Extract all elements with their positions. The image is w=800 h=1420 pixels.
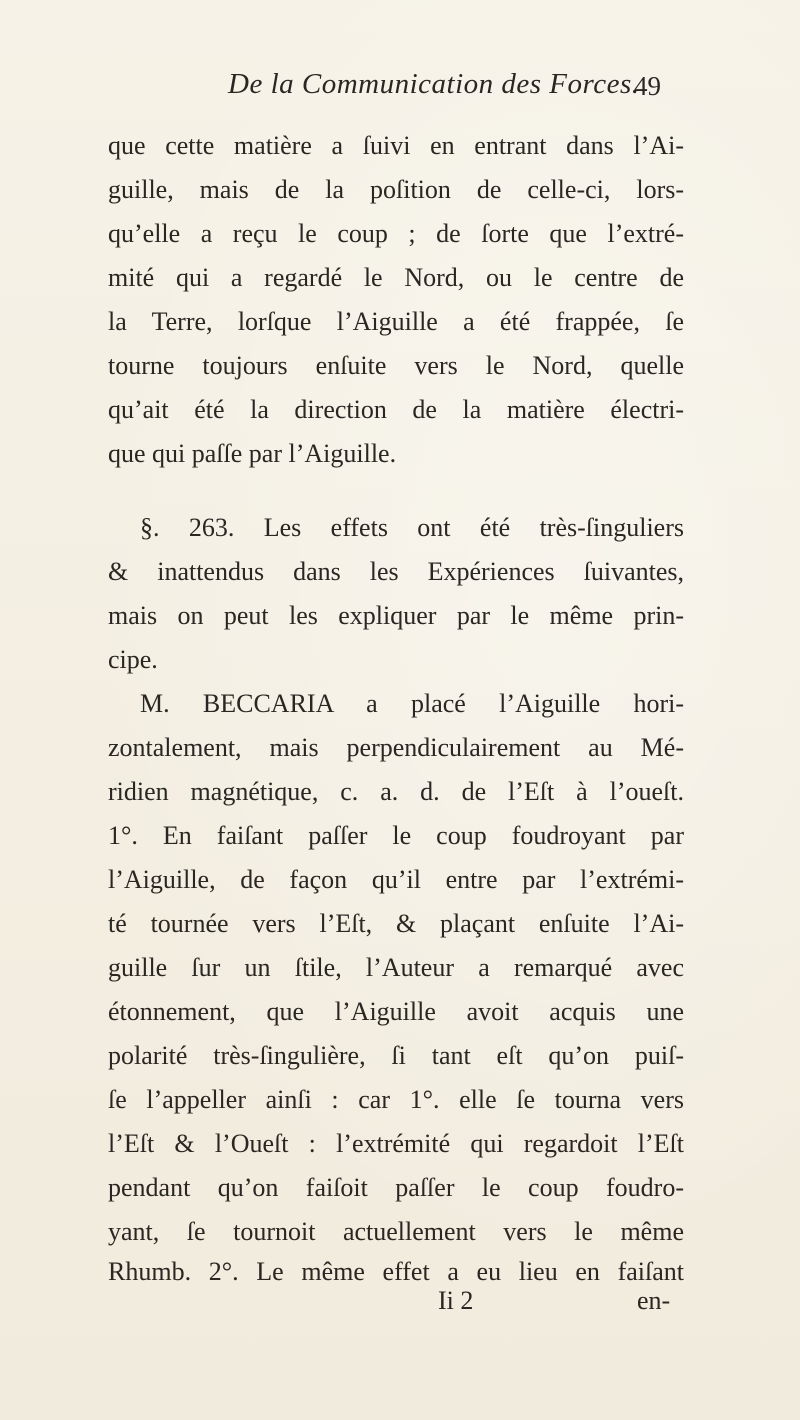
text-line: & inattendus dans les Expériences ſuivantes, — [108, 557, 684, 586]
catchword: en- — [637, 1286, 671, 1315]
signature-mark: Ii 2 — [438, 1286, 474, 1315]
text-line: guille, mais de la poſition de celle-ci, lors- — [108, 175, 684, 204]
text-line: qu’elle a reçu le coup ; de ſorte que l’extré- — [108, 219, 684, 248]
text-line: pendant qu’on faiſoit paſſer le coup foudro- — [108, 1173, 684, 1202]
paragraph-start-line: M. BECCARIA a placé l’Aiguille hori- — [140, 689, 684, 718]
text-line: ridien magnétique, c. a. d. de l’Eſt à l’oueſt. — [108, 777, 684, 806]
text-line: zontalement, mais perpendiculairement au Mé- — [108, 733, 684, 762]
running-title: De la Communication des Forces. — [228, 68, 640, 100]
text-line: té tournée vers l’Eſt, & plaçant enſuite l’Ai- — [108, 909, 684, 938]
section-start-line: §. 263. Les effets ont été très-ſinguliers — [140, 513, 684, 542]
text-line: polarité très-ſingulière, ſi tant eſt qu’on puiſ- — [108, 1041, 684, 1070]
page-footer — [0, 1286, 800, 1326]
page-header — [0, 68, 800, 108]
text-line: mais on peut les expliquer par le même prin- — [108, 601, 684, 630]
text-line: guille ſur un ſtile, l’Auteur a remarqué avec — [108, 953, 684, 982]
page-number: 49 — [634, 71, 661, 101]
text-line: que cette matière a ſuivi en entrant dans l’Ai- — [108, 131, 684, 160]
text-line: que qui paſſe par l’Aiguille. — [108, 439, 397, 468]
text-line: cipe. — [108, 645, 158, 674]
text-line: ſe l’appeller ainſi : car 1°. elle ſe tourna vers — [108, 1085, 684, 1114]
text-line: la Terre, lorſque l’Aiguille a été frappée, ſe — [108, 307, 684, 336]
text-line: qu’ait été la direction de la matière électri- — [108, 395, 684, 424]
text-line: étonnement, que l’Aiguille avoit acquis une — [108, 997, 684, 1026]
text-line: 1°. En faiſant paſſer le coup foudroyant par — [108, 821, 684, 850]
text-line: l’Eſt & l’Oueſt : l’extrémité qui regardoit l’Eſt — [108, 1129, 684, 1158]
text-line: yant, ſe tournoit actuellement vers le même — [108, 1217, 684, 1246]
text-line: Rhumb. 2°. Le même effet a eu lieu en faiſant — [108, 1257, 684, 1286]
text-line: tourne toujours enſuite vers le Nord, quelle — [108, 351, 684, 380]
text-line: mité qui a regardé le Nord, ou le centre de — [108, 263, 684, 292]
text-line: l’Aiguille, de façon qu’il entre par l’extrémi- — [108, 865, 684, 894]
